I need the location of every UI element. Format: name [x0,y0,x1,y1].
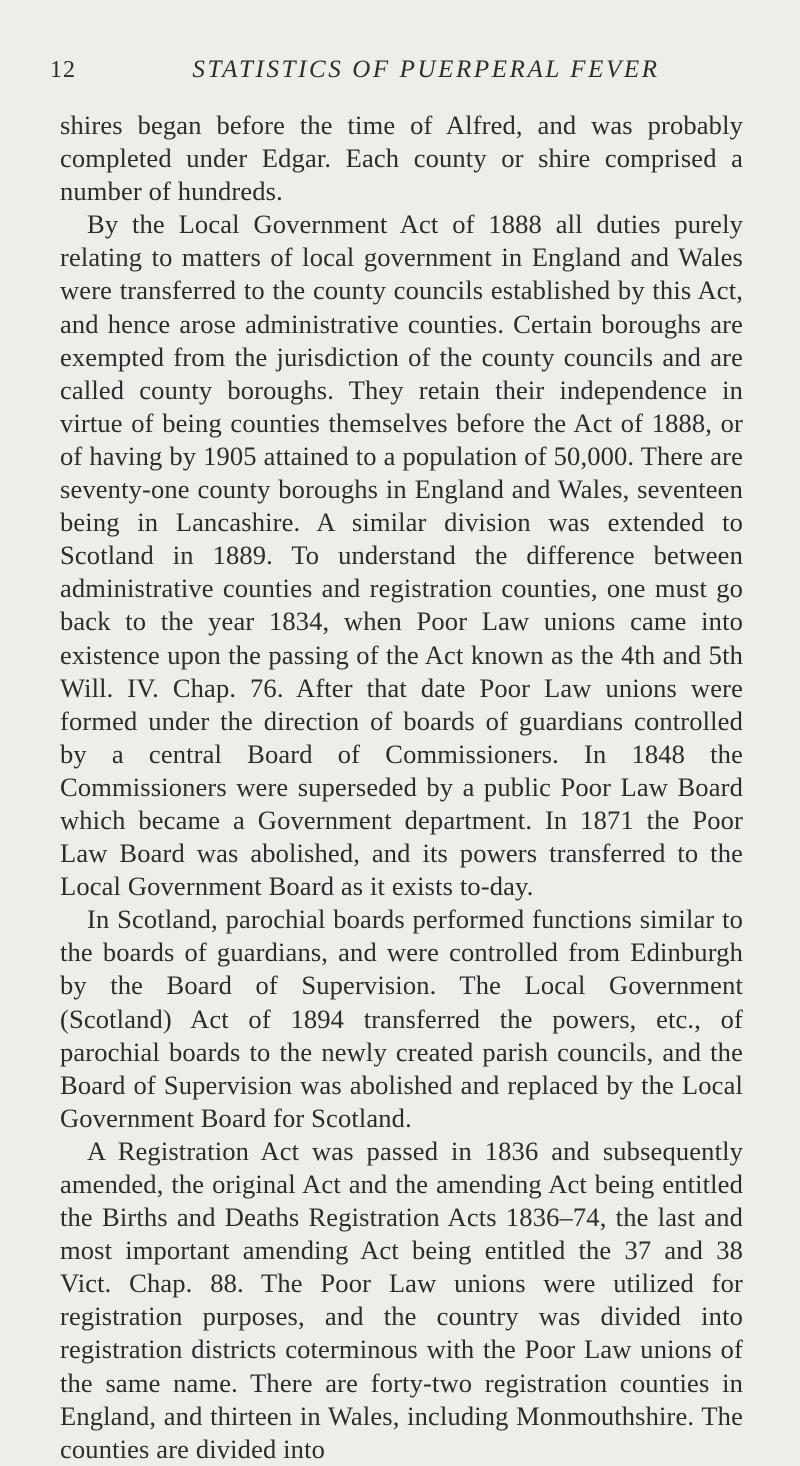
paragraph-4: A Registration Act was passed in 1836 and subsequently amended, the original Act and the amending Act being entitled the Births and Deaths Registration Acts 1836–74, the last and most important amending Act being entitled the 37 and 38 Vict. Chap. 88. The Poor Law unions were utilized for registration purposes, and the country was divided into registration districts coterminous with the Poor Law unions of the same name. There are forty-two registration counties in England, and thirteen in Wales, including Monmouthshire. The counties are divided into [60,1135,743,1464]
page-header [50,55,754,85]
paragraph-2: By the Local Government Act of 1888 all duties purely relating to matters of local government in England and Wales were transferred to the county councils established by this Act, and hence arose administrative counties. Certain boroughs are exempted from the jurisdiction of the county councils and are called county boroughs. They retain their independence in virtue of being counties themselves before the Act of 1888, or of having by 1905 attained to a population of 50,000. There are seventy-one county boroughs in England and Wales, seventeen being in Lancashire. A similar division was extended to Scotland in 1889. To understand the difference between administrative counties and registration counties, one must go back to the year 1834, when Poor Law unions came into existence upon the passing of the Act known as the 4th and 5th Will. IV. Chap. 76. After that date Poor Law unions were formed under the direction of boards of guardians controlled by a central Board of Commissioners. In 1848 the Commissioners were superseded by a public Poor Law Board which became a Government department. In 1871 the Poor Law Board was abolished, and its powers transferred to the Local Government Board as it exists to-day. [60,209,743,902]
paragraph-3: In Scotland, parochial boards performed functions similar to the boards of guardians, and were controlled from Edinburgh by the Board of Supervision. The Local Government (Scotland) Act of 1894 transferred the powers, etc., of parochial boards to the newly created parish councils, and the Board of Supervision was abolished and replaced by the Local Government Board for Scotland. [60,904,743,1133]
paragraph-1: shires began before the time of Alfred, and was probably completed under Edgar. Each county or shire comprised a number of hundreds. [60,110,743,207]
body-text [60,109,743,1466]
running-head: STATISTICS OF PUERPERAL FEVER [192,56,660,83]
page-number: 12 [50,57,76,83]
